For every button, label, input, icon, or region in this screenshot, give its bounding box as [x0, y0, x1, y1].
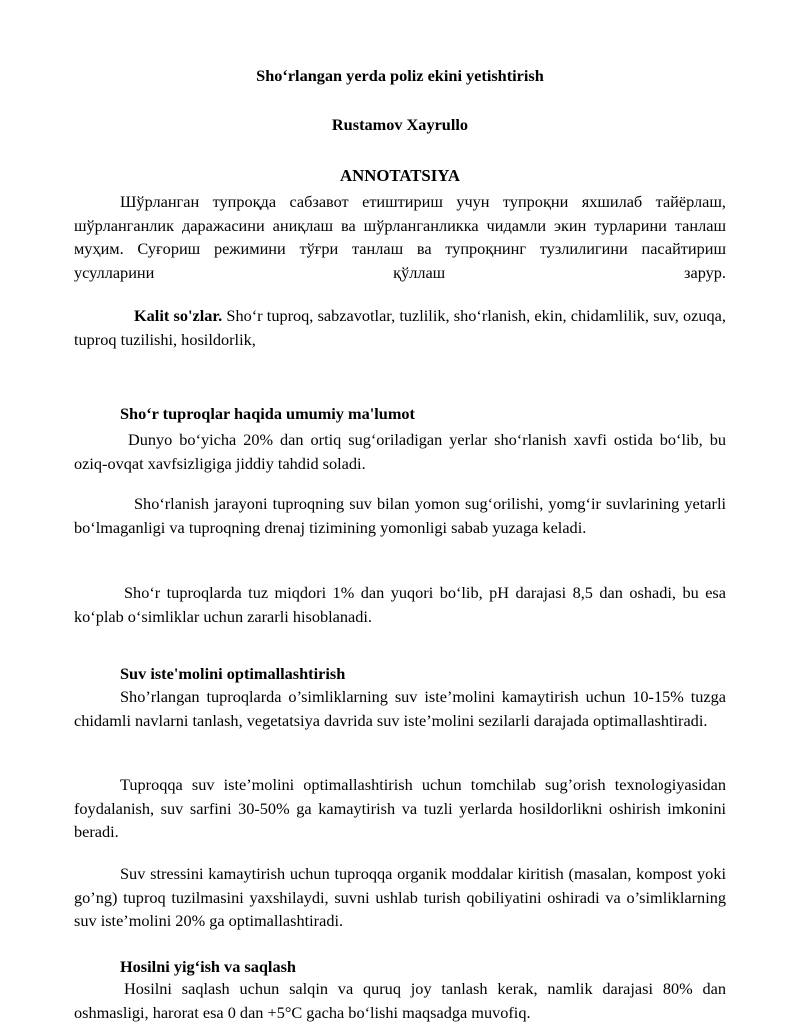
section1-paragraph-3: Sho‘r tuproqlarda tuz miqdori 1% dan yuqori bo‘lib, pH darajasi 8,5 dan oshadi, bu esa ko‘plab o‘simliklar uchun zararli hisoblanadi. [74, 583, 726, 626]
section1-paragraph-2: Sho‘rlanish jarayoni tuproqning suv bilan yomon sug‘orilishi, yomg‘ir suvlarining yetarli bo‘lmaganligi va tuproqning drenaj tizimining yomonligi sabab yuzaga keladi. [74, 494, 726, 537]
section2-paragraph-2: Tuproqqa suv iste’molini optimallashtirish uchun tomchilab sug’orish texnologiyasidan foydalanish, suv sarfini 30-50% ga kamaytirish va tuzli yerlarda hosildorlikni oshirish imkonini beradi. [74, 775, 726, 842]
keywords-block [74, 304, 726, 351]
section2-p2-block [74, 773, 726, 844]
section3-heading: Hosilni yig‘ish va saqlash [120, 957, 296, 976]
section1-paragraph-1: Dunyo bo‘yicha 20% dan ortiq sug‘oriladigan yerlar sho‘rlanish xavfi ostida bo‘lib, bu oziq-ovqat xavfsizligiga jiddiy tahdid soladi. [74, 430, 726, 473]
keywords-text: Sho‘r tuproq, sabzavotlar, tuzlilik, sho‘rlanish, ekin, chidamlilik, suv, ozuqa, tuproq tuzilishi, hosildorlik, [74, 306, 726, 349]
section3-p1-block [74, 977, 726, 1024]
section2-paragraph-1: Sho’rlangan tuproqlarda o’simliklarning suv iste’molini kamaytirish uchun 10-15% tuzga chidamli navlarni tanlash, vegetatsiya davrida suv iste’molini sezilarli darajada optimallashtiradi. [74, 687, 726, 730]
section2-p3-block [74, 862, 726, 933]
section1-p3-block [74, 581, 726, 628]
section1-p2-block [74, 492, 726, 539]
annotation-paragraph: Шўрланган тупроқда сабзавот етиштириш учун тупроқни яхшилаб тайёрлаш, шўрланганлик даражасини аниқлаш ва шўрланганликка чидамли экин турларини танлаш муҳим. Суғориш режимини тўғри танлаш ва тупроқнинг тузлилигини пасайтириш усулларини қўллаш зарур. [74, 192, 726, 282]
annotation-heading: ANNOTATSIYA [340, 166, 460, 185]
annotation-block [74, 190, 726, 284]
section2-paragraph-3: Suv stressini kamaytirish uchun tuproqqa organik moddalar kiritish (masalan, kompost yoki go’ng) tuproq tuzilmasini yaxshilaydi, suvni ushlab turish qobiliyatini oshiradi va o’simliklarning suv iste’molini 20% ga optimallashtiradi. [74, 864, 726, 931]
section2-heading: Suv iste'molini optimallashtirish [120, 664, 346, 683]
keywords-label: Kalit so'zlar. [134, 306, 223, 325]
author-name: Rustamov Xayrullo [331, 115, 469, 134]
section2-p1-block [74, 685, 726, 732]
section1-p1-block [74, 428, 726, 475]
section3-paragraph-1: Hosilni saqlash uchun salqin va quruq joy tanlash kerak, namlik darajasi 80% dan oshmasligi, harorat esa 0 dan +5°C gacha bo‘lishi maqsadga muvofiq. [74, 979, 726, 1022]
document-title: Sho‘rlangan yerda poliz ekini yetishtirish [256, 66, 544, 85]
section1-heading: Sho‘r tuproqlar haqida umumiy ma'lumot [120, 404, 415, 423]
keywords-paragraph [74, 304, 726, 351]
